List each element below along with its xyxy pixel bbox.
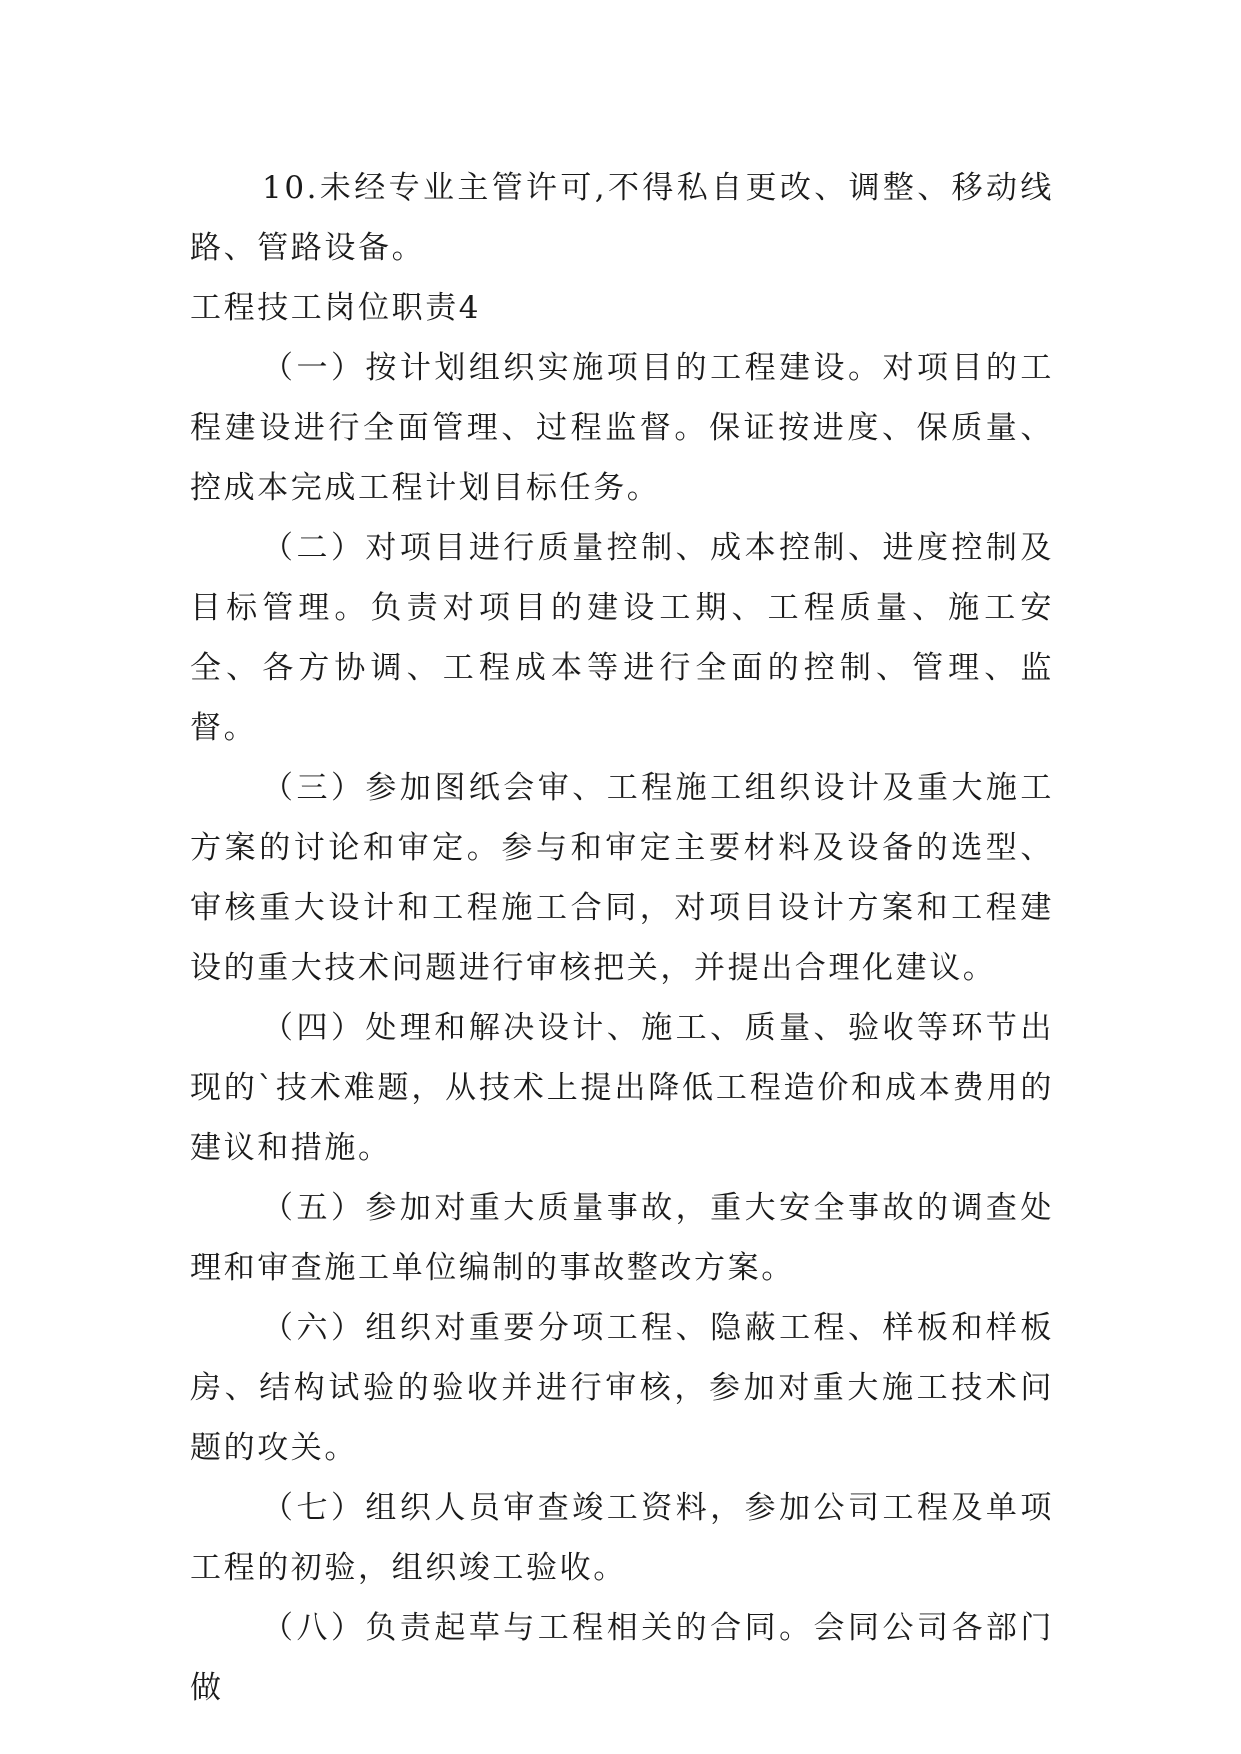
paragraph-4: （四）处理和解决设计、施工、质量、验收等环节出现的`技术难题，从技术上提出降低工程造价和成本费用的建议和措施。 xyxy=(190,1010,1054,1166)
paragraph-6: （六）组织对重要分项工程、隐蔽工程、样板和样板房、结构试验的验收并进行审核，参加对重大施工技术问题的攻关。 xyxy=(190,1310,1054,1466)
paragraph-8: （八）负责起草与工程相关的合同。会同公司各部门做 xyxy=(190,1610,1054,1706)
document-body xyxy=(190,158,1054,1718)
item-10-paragraph: 10.未经专业主管许可,不得私自更改、调整、移动线路、管路设备。 xyxy=(190,170,1054,266)
paragraph-7: （七）组织人员审查竣工资料，参加公司工程及单项工程的初验，组织竣工验收。 xyxy=(190,1490,1054,1586)
section-title: 工程技工岗位职责4 xyxy=(190,290,482,326)
paragraph-1: （一）按计划组织实施项目的工程建设。对项目的工程建设进行全面管理、过程监督。保证按进度、保质量、控成本完成工程计划目标任务。 xyxy=(190,350,1054,506)
paragraph-3: （三）参加图纸会审、工程施工组织设计及重大施工方案的讨论和审定。参与和审定主要材料及设备的选型、审核重大设计和工程施工合同，对项目设计方案和工程建设的重大技术问题进行审核把关，并提出合理化建议。 xyxy=(190,770,1054,986)
paragraph-2: （二）对项目进行质量控制、成本控制、进度控制及目标管理。负责对项目的建设工期、工程质量、施工安全、各方协调、工程成本等进行全面的控制、管理、监督。 xyxy=(190,530,1054,746)
paragraph-5: （五）参加对重大质量事故，重大安全事故的调查处理和审查施工单位编制的事故整改方案。 xyxy=(190,1190,1054,1286)
